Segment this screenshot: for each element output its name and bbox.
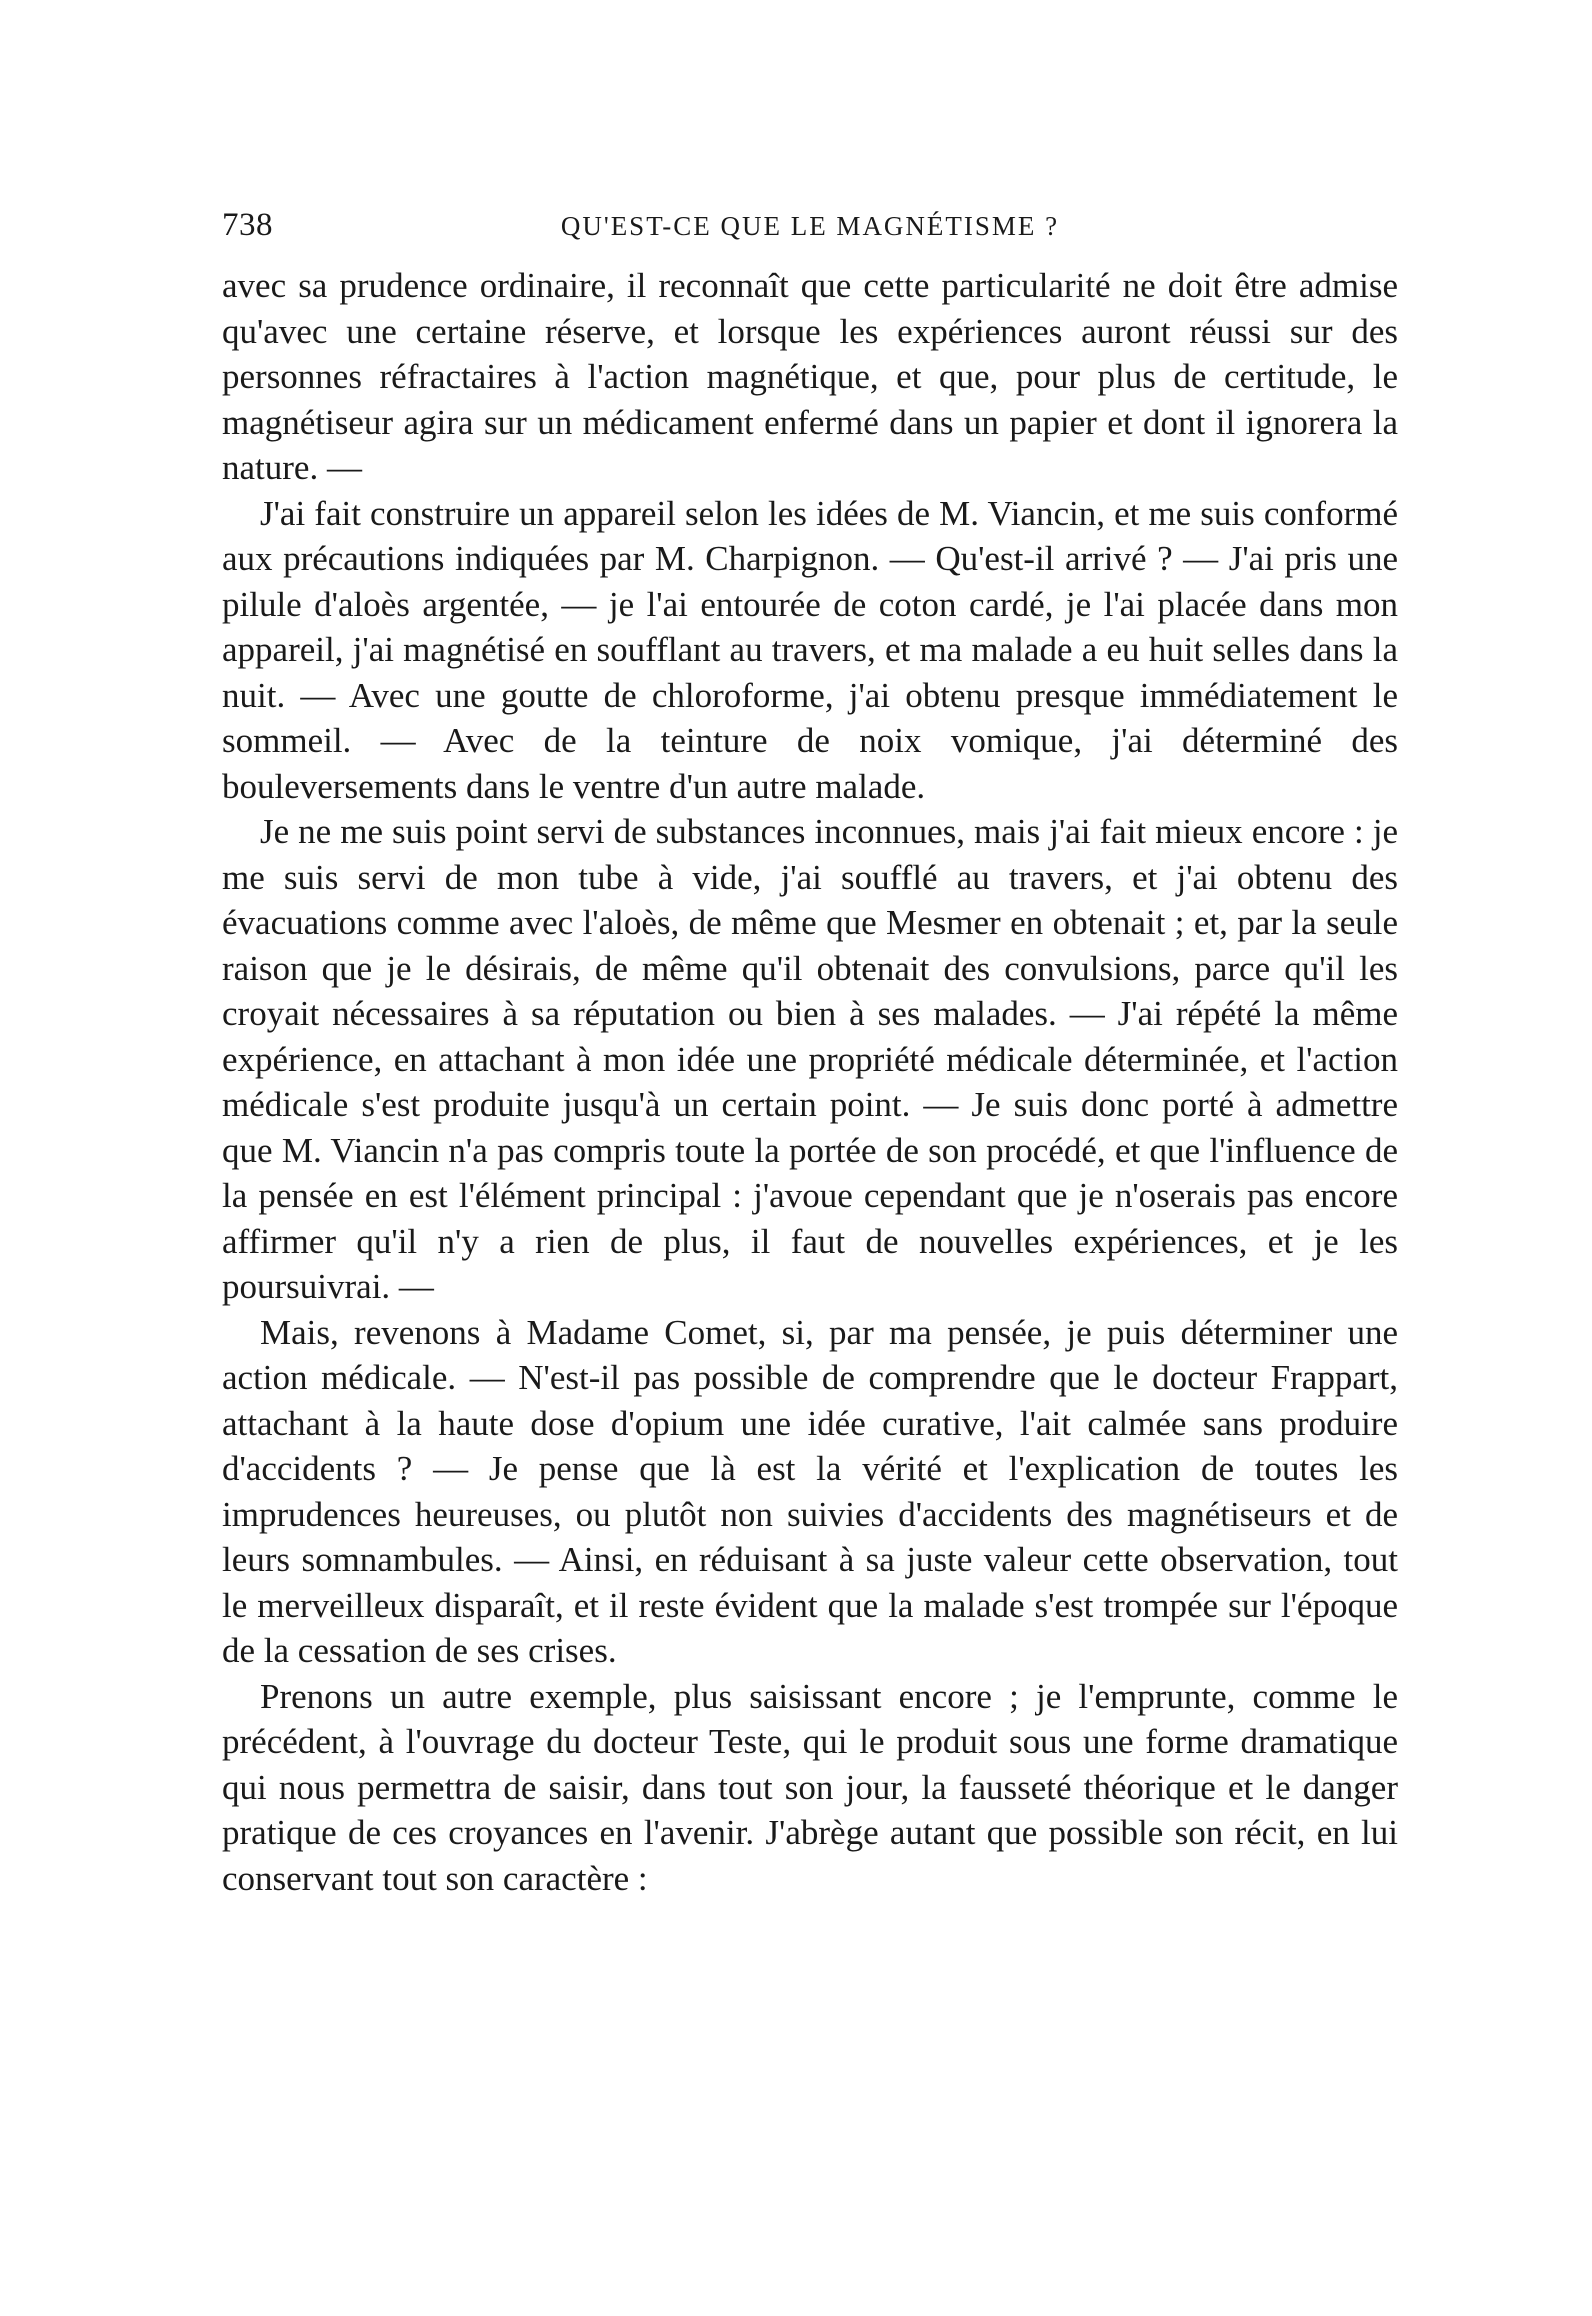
paragraph-continuation: avec sa prudence ordinaire, il reconnaît que cette particularité ne doit être admise qu'avec une certaine réserve, et lorsque les expériences auront réussi sur des personnes réfractaires à l'action magnétique, et que, pour plus de certitude, le magnétiseur agira sur un médicament enfermé dans un papier et dont il ignorera la nature. — [222,266,1398,487]
paragraph-tube-a-vide: Je ne me suis point servi de substances inconnues, mais j'ai fait mieux encore : je me suis servi de mon tube à vide, j'ai soufflé au travers, et j'ai obtenu des évacuations comme avec l'aloès, de même que Mesmer en obtenait ; et, par la seule raison que je le désirais, de même qu'il obtenait des convulsions, parce qu'il les croyait nécessaires à sa réputation ou bien à ses malades. — J'ai répété la même expérience, en attachant à mon idée une propriété médicale déterminée, et l'action médicale s'est produite jusqu'à un certain point. — Je suis donc porté à admettre que M. Viancin n'a pas compris toute la portée de son procédé, et que l'influence de la pensée en est l'élément principal : j'avoue cependant que je n'oserais pas encore affirmer qu'il n'y a rien de plus, il faut de nouvelles expériences, et je les poursuivrai. — [222,812,1398,1306]
paragraph-appareil-viancin: J'ai fait construire un appareil selon les idées de M. Viancin, et me suis conformé aux précautions indiquées par M. Charpignon. — Qu'est-il arrivé ? — J'ai pris une pilule d'aloès argentée, — je l'ai entourée de coton cardé, je l'ai placée dans mon appareil, j'ai magnétisé en soufflant au travers, et ma malade a eu huit selles dans la nuit. — Avec une goutte de chloroforme, j'ai obtenu presque immédiatement le sommeil. — Avec de la teinture de noix vomique, j'ai déterminé des bouleversements dans le ventre d'un autre malade. [222,493,1398,806]
paragraph-madame-comet: Mais, revenons à Madame Comet, si, par ma pensée, je puis déterminer une action médicale. — N'est-il pas possible de comprendre que le docteur Frappart, attachant à la haute dose d'opium une idée curative, l'ait calmée sans produire d'accidents ? — Je pense que là est la vérité et l'explication de toutes les imprudences heureuses, ou plutôt non suivies d'accidents des magnétiseurs et de leurs somnambules. — Ainsi, en réduisant à sa juste valeur cette observation, tout le merveilleux disparaît, et il reste évident que la malade s'est trompée sur l'époque de la cessation de ses crises. [222,1312,1398,1670]
page-number: 738 [222,207,273,243]
book-page [222,205,1398,1901]
body-text [222,263,1398,1901]
paragraph-autre-exemple: Prenons un autre exemple, plus saisissant encore ; je l'emprunte, comme le précédent, à l'ouvrage du docteur Teste, qui le produit sous une forme dramatique qui nous permettra de saisir, dans tout son jour, la fausseté théorique et le danger pratique de ces croyances en l'avenir. J'abrège autant que possible son récit, en lui conservant tout son caractère : [222,1676,1398,1898]
running-title: QU'EST-CE QUE LE MAGNÉTISME ? [560,211,1060,241]
running-head [222,205,1398,249]
